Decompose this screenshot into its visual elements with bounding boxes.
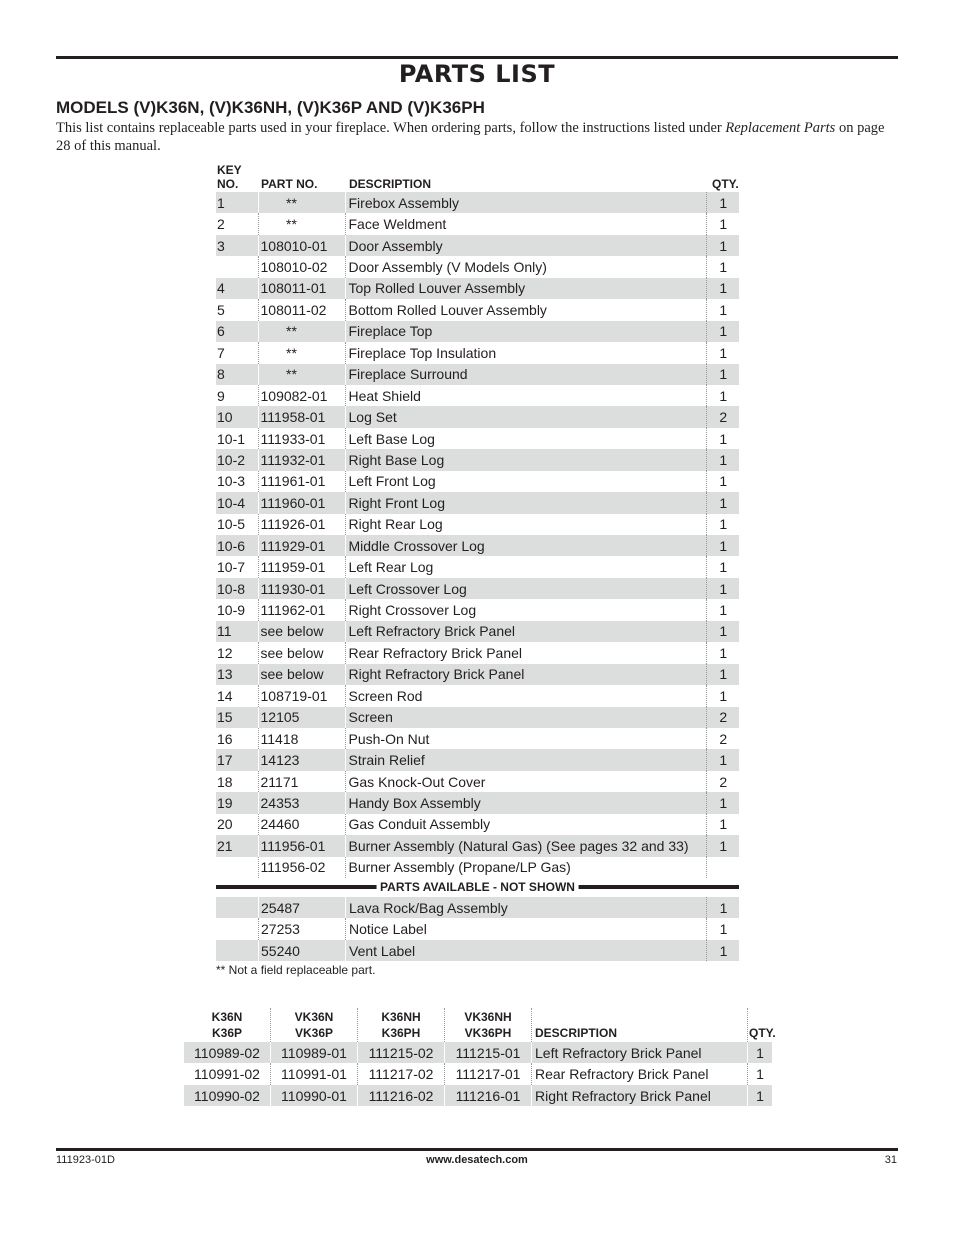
description-cell: Handy Box Assembly <box>345 792 706 813</box>
key-no-cell: 20 <box>217 816 233 833</box>
part-no-cell: 24353 <box>258 792 345 813</box>
part-no-cell: 111215-01 <box>445 1042 532 1063</box>
qty-cell: 1 <box>706 578 739 599</box>
description-cell: Right Rear Log <box>345 514 706 535</box>
qty-cell: 1 <box>748 1085 773 1106</box>
qty-cell: 1 <box>706 749 739 770</box>
qty-cell: 1 <box>707 897 740 918</box>
qty-cell: 1 <box>706 321 739 342</box>
qty-cell: 2 <box>706 728 739 749</box>
part-no-cell: 111958-01 <box>258 406 345 427</box>
qty-cell: 1 <box>706 556 739 577</box>
part-no-cell: 111215-02 <box>358 1042 445 1063</box>
part-no-cell: 110991-01 <box>271 1063 358 1084</box>
key-no-cell: 10 <box>216 406 258 427</box>
qty-cell: 1 <box>706 621 739 642</box>
description-cell: Right Front Log <box>345 492 706 513</box>
table-row <box>216 918 739 939</box>
part-no-cell: 111932-01 <box>258 449 345 470</box>
description-cell: Rear Refractory Brick Panel <box>345 642 706 663</box>
key-no-cell: 19 <box>216 792 258 813</box>
part-no-cell: 27253 <box>259 918 346 939</box>
part-no-cell: see below <box>258 642 345 663</box>
qty-cell: 1 <box>706 835 739 856</box>
description-cell: Burner Assembly (Natural Gas) (See pages 32 and 33) <box>345 835 706 856</box>
brick-header-row <box>184 1008 772 1042</box>
qty-cell: 1 <box>706 535 739 556</box>
part-no-cell: 111961-01 <box>258 471 345 492</box>
table-row <box>216 771 739 792</box>
description-cell: Right Crossover Log <box>345 599 706 620</box>
top-rule <box>56 56 898 59</box>
table-row <box>216 556 739 577</box>
table-row <box>216 492 739 513</box>
part-no-cell: ** <box>258 342 345 363</box>
part-no-cell: 110990-02 <box>184 1085 271 1106</box>
table-row <box>216 213 739 234</box>
description-cell: Left Front Log <box>345 471 706 492</box>
not-shown-table-body <box>216 897 739 961</box>
description-cell: Bottom Rolled Louver Assembly <box>345 299 706 320</box>
table-row <box>216 321 739 342</box>
qty-cell: 1 <box>706 471 739 492</box>
brick-header-col3-l2: K36PH <box>381 1026 421 1040</box>
part-no-cell: 14123 <box>258 749 345 770</box>
table-row <box>216 428 739 449</box>
qty-cell: 1 <box>748 1042 773 1063</box>
table-row <box>216 299 739 320</box>
qty-cell: 2 <box>706 406 739 427</box>
key-no-cell: 17 <box>216 749 258 770</box>
key-no-cell: 10-3 <box>217 473 246 490</box>
part-no-cell: 108011-01 <box>258 278 345 299</box>
brick-table-body <box>184 1042 772 1106</box>
description-cell: Right Base Log <box>345 449 706 470</box>
qty-cell: 1 <box>706 299 739 320</box>
part-no-cell: 111216-01 <box>445 1085 532 1106</box>
table-row <box>216 578 739 599</box>
key-no-cell: 12 <box>217 644 233 661</box>
part-no-cell: 24460 <box>258 814 345 835</box>
key-no-cell: 10-6 <box>216 535 258 556</box>
description-cell: Firebox Assembly <box>345 192 706 213</box>
parts-header-row <box>216 161 739 192</box>
qty-cell: 1 <box>706 685 739 706</box>
description-cell: Face Weldment <box>345 213 706 234</box>
part-no-cell: 108719-01 <box>258 685 345 706</box>
description-cell: Strain Relief <box>345 749 706 770</box>
key-no-cell: 10-8 <box>216 578 258 599</box>
description-cell: Lava Rock/Bag Assembly <box>346 897 707 918</box>
key-no-cell: 10-9 <box>217 602 246 619</box>
brick-header-col4-l1: VK36NH <box>464 1010 512 1024</box>
table-row <box>216 599 739 620</box>
description-cell: Screen <box>345 707 706 728</box>
table-row <box>216 857 739 878</box>
qty-cell: 1 <box>706 256 739 277</box>
qty-cell: 1 <box>706 235 739 256</box>
table-row <box>216 664 739 685</box>
part-no-cell: 108010-02 <box>258 256 345 277</box>
part-no-cell: 25487 <box>259 897 346 918</box>
table-row <box>216 792 739 813</box>
key-no-cell <box>216 256 258 277</box>
table-row <box>216 235 739 256</box>
part-no-cell: ** <box>258 213 345 234</box>
table-row <box>216 256 739 277</box>
key-no-cell: 10-1 <box>217 430 246 447</box>
part-no-cell: 109082-01 <box>258 385 345 406</box>
key-no-cell: 21 <box>216 835 258 856</box>
intro-text-end: on page 28 of this manual. <box>56 120 885 154</box>
key-no-cell: 2 <box>217 216 225 233</box>
description-cell: Log Set <box>345 406 706 427</box>
table-row <box>216 342 739 363</box>
part-no-cell: 110989-01 <box>271 1042 358 1063</box>
table-row <box>184 1042 772 1063</box>
part-no-cell: 111216-02 <box>358 1085 445 1106</box>
description-cell: Right Refractory Brick Panel <box>532 1085 748 1106</box>
part-no-cell: see below <box>258 664 345 685</box>
qty-cell: 1 <box>706 192 739 213</box>
part-no-cell: 111956-01 <box>258 835 345 856</box>
part-no-cell: 111217-01 <box>445 1063 532 1084</box>
key-no-cell: 16 <box>217 730 233 747</box>
parts-table <box>216 161 739 878</box>
table-row <box>216 685 739 706</box>
table-row <box>216 471 739 492</box>
bottom-rule <box>56 1148 898 1151</box>
qty-cell: 1 <box>706 342 739 363</box>
part-no-cell: 111926-01 <box>258 514 345 535</box>
qty-cell: 1 <box>707 918 740 939</box>
description-cell: Vent Label <box>346 940 707 961</box>
qty-cell <box>706 857 739 878</box>
qty-cell: 1 <box>706 385 739 406</box>
key-no-cell <box>216 857 258 878</box>
description-cell: Left Crossover Log <box>345 578 706 599</box>
table-row <box>216 642 739 663</box>
intro-text: This list contains replaceable parts used in your fireplace. When ordering parts, follow the instructions listed under <box>56 120 726 136</box>
description-cell: Right Refractory Brick Panel <box>345 664 706 685</box>
description-cell: Heat Shield <box>345 385 706 406</box>
description-cell: Left Base Log <box>345 428 706 449</box>
description-cell: Gas Conduit Assembly <box>345 814 706 835</box>
part-no-cell: 110991-02 <box>194 1066 260 1083</box>
key-no-cell: 4 <box>216 278 258 299</box>
parts-available-label: PARTS AVAILABLE - NOT SHOWN <box>376 880 579 894</box>
part-no-cell: 111959-01 <box>258 556 345 577</box>
footnote: ** Not a field replaceable part. <box>216 963 376 977</box>
description-cell: Left Refractory Brick Panel <box>345 621 706 642</box>
description-cell: Fireplace Surround <box>345 364 706 385</box>
key-no-cell: 9 <box>217 387 225 404</box>
description-cell: Rear Refractory Brick Panel <box>532 1063 748 1084</box>
description-cell: Left Rear Log <box>345 556 706 577</box>
intro-emphasis: Replacement Parts <box>725 120 836 136</box>
footer-doc-number: 111923-01D <box>56 1154 115 1166</box>
brick-header-col1-l1: K36N <box>211 1010 243 1024</box>
table-row <box>216 192 739 213</box>
part-no-cell: 12105 <box>258 707 345 728</box>
qty-cell: 1 <box>706 492 739 513</box>
header-key-line1: KEY <box>217 163 242 177</box>
part-no-cell: see below <box>258 621 345 642</box>
table-row <box>216 385 739 406</box>
qty-cell: 1 <box>707 940 740 961</box>
part-no-cell: 108011-02 <box>258 299 345 320</box>
header-description: DESCRIPTION <box>349 177 432 191</box>
parts-table-body <box>216 192 739 878</box>
key-no-cell: 7 <box>217 344 225 361</box>
description-cell: Notice Label <box>346 918 707 939</box>
brick-header-col1 <box>184 1008 271 1042</box>
brick-header-col2-l2: VK36P <box>294 1026 334 1040</box>
description-cell: Fireplace Top <box>345 321 706 342</box>
part-no-cell: 110990-01 <box>271 1085 358 1106</box>
header-key-no <box>216 161 258 192</box>
table-row <box>216 364 739 385</box>
brick-header-col4 <box>445 1008 532 1042</box>
footer-page-number: 31 <box>884 1154 897 1166</box>
part-no-cell: ** <box>258 321 345 342</box>
part-no-cell: 110989-02 <box>184 1042 271 1063</box>
table-row <box>216 749 739 770</box>
parts-available-divider <box>216 880 739 894</box>
key-no-cell <box>216 940 259 961</box>
key-no-cell: 13 <box>216 664 258 685</box>
qty-cell: 1 <box>706 428 739 449</box>
brick-header-qty: QTY. <box>748 1008 773 1042</box>
qty-cell: 1 <box>706 449 739 470</box>
table-row <box>216 835 739 856</box>
footer-website: www.desatech.com <box>426 1154 528 1166</box>
key-no-cell <box>216 918 259 939</box>
description-cell: Door Assembly (V Models Only) <box>345 256 706 277</box>
brick-header-description: DESCRIPTION <box>532 1008 748 1042</box>
key-no-cell: 11 <box>216 621 258 642</box>
part-no-cell: 111930-01 <box>258 578 345 599</box>
key-no-cell: 3 <box>216 235 258 256</box>
key-no-cell: 5 <box>217 301 225 318</box>
qty-cell: 1 <box>706 664 739 685</box>
key-no-cell: 10-2 <box>216 449 258 470</box>
part-no-cell: 11418 <box>258 728 345 749</box>
qty-cell: 1 <box>706 364 739 385</box>
table-row <box>216 514 739 535</box>
header-qty: QTY. <box>712 177 739 191</box>
qty-cell: 1 <box>748 1063 773 1084</box>
part-no-cell: 111933-01 <box>258 428 345 449</box>
description-cell: Screen Rod <box>345 685 706 706</box>
qty-cell: 2 <box>706 771 739 792</box>
key-no-cell: 10-5 <box>217 516 246 533</box>
part-no-cell: 108010-01 <box>258 235 345 256</box>
table-row <box>216 278 739 299</box>
table-row <box>216 535 739 556</box>
description-cell: Top Rolled Louver Assembly <box>345 278 706 299</box>
brick-panel-table <box>184 1008 776 1106</box>
brick-header-col4-l2: VK36PH <box>464 1026 512 1040</box>
key-no-cell <box>216 897 259 918</box>
not-shown-table <box>216 897 739 961</box>
table-row <box>216 449 739 470</box>
key-no-cell: 15 <box>216 707 258 728</box>
key-no-cell: 10-4 <box>216 492 258 513</box>
qty-cell: 1 <box>706 814 739 835</box>
brick-header-col1-l2: K36P <box>211 1026 243 1040</box>
table-row <box>184 1063 772 1084</box>
key-no-cell: 8 <box>216 364 258 385</box>
description-cell: Left Refractory Brick Panel <box>532 1042 748 1063</box>
header-key-line2: NO. <box>217 177 239 191</box>
part-no-cell: 111956-02 <box>258 857 345 878</box>
description-cell: Fireplace Top Insulation <box>345 342 706 363</box>
key-no-cell: 18 <box>217 773 233 790</box>
table-row <box>216 814 739 835</box>
part-no-cell: ** <box>258 192 345 213</box>
models-heading: MODELS (V)K36N, (V)K36NH, (V)K36P AND (V)K36PH <box>56 98 485 117</box>
qty-cell: 1 <box>706 642 739 663</box>
key-no-cell: 1 <box>216 192 258 213</box>
table-row <box>216 621 739 642</box>
qty-cell: 1 <box>706 514 739 535</box>
table-row <box>216 940 739 961</box>
part-no-cell: 111960-01 <box>258 492 345 513</box>
key-no-cell: 14 <box>217 687 233 704</box>
part-no-cell: 111962-01 <box>258 599 345 620</box>
table-row <box>184 1085 772 1106</box>
qty-cell: 1 <box>706 792 739 813</box>
brick-header-col3 <box>358 1008 445 1042</box>
description-cell: Burner Assembly (Propane/LP Gas) <box>345 857 706 878</box>
qty-cell: 1 <box>706 213 739 234</box>
part-no-cell: ** <box>258 364 345 385</box>
table-row <box>216 406 739 427</box>
brick-header-col2-l1: VK36N <box>294 1010 334 1024</box>
intro-paragraph <box>56 119 901 155</box>
key-no-cell: 6 <box>216 321 258 342</box>
description-cell: Push-On Nut <box>345 728 706 749</box>
header-part-no: PART NO. <box>261 177 318 191</box>
qty-cell: 1 <box>706 278 739 299</box>
page-title: PARTS LIST <box>398 60 556 88</box>
table-row <box>216 728 739 749</box>
part-no-cell: 55240 <box>259 940 346 961</box>
description-cell: Gas Knock-Out Cover <box>345 771 706 792</box>
part-no-cell: 111217-02 <box>358 1063 445 1084</box>
part-no-cell: 21171 <box>258 771 345 792</box>
table-row <box>216 707 739 728</box>
brick-header-col3-l1: K36NH <box>381 1010 421 1024</box>
table-row <box>216 897 739 918</box>
qty-cell: 2 <box>706 707 739 728</box>
description-cell: Door Assembly <box>345 235 706 256</box>
key-no-cell: 10-7 <box>217 559 246 576</box>
qty-cell: 1 <box>706 599 739 620</box>
brick-header-col2 <box>271 1008 358 1042</box>
part-no-cell: 111929-01 <box>258 535 345 556</box>
description-cell: Middle Crossover Log <box>345 535 706 556</box>
